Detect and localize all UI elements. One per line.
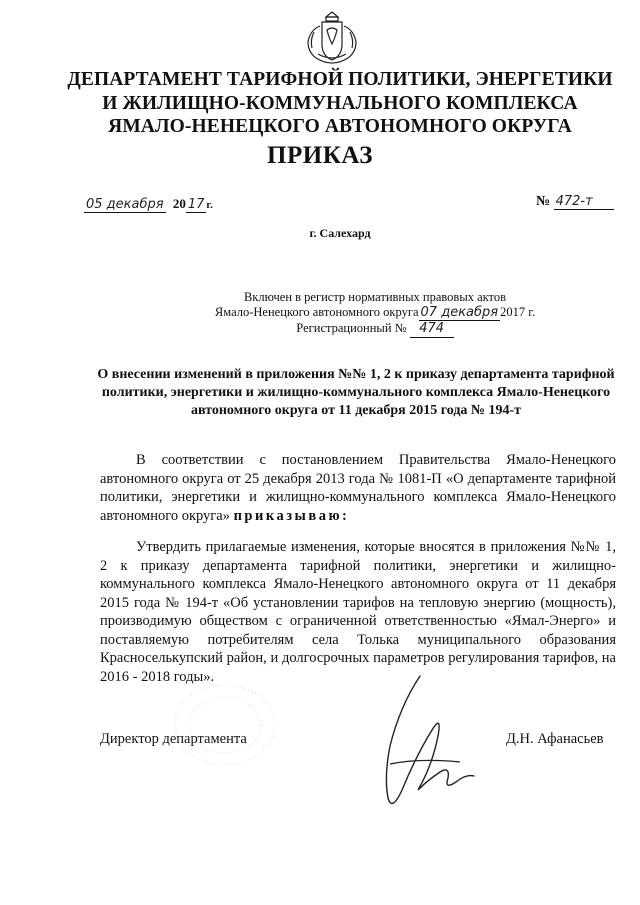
- registry-line-1: Включен в регистр нормативных правовых актов: [243, 290, 507, 304]
- department-header: [60, 68, 620, 139]
- registry-line-2: [160, 305, 590, 322]
- signatory-position: Директор департамента: [100, 731, 247, 747]
- order-number-value: 472-т: [554, 194, 614, 210]
- signatory-name: Д.Н. Афанасьев: [506, 731, 604, 747]
- order-date-year-prefix: 20: [172, 196, 186, 211]
- registry-line-2-prefix: Ямало-Ненецкого автономного округа: [214, 304, 419, 319]
- registry-number: 474: [410, 322, 454, 338]
- header-line: ЯМАЛО-НЕНЕЦКОГО АВТОНОМНОГО ОКРУГА: [108, 116, 572, 137]
- order-number-label: №: [536, 194, 551, 209]
- preamble-text: В соответствии с постановлением Правительства Ямало-Ненецкого автономного округа от 25 декабря 2013 года № 1081-П «О департаменте тарифной политики, энергетики и жилищно-коммунального комплекса Ямало-Ненецкого автономного округа»: [100, 452, 616, 524]
- header-line: ДЕПАРТАМЕНТ ТАРИФНОЙ ПОЛИТИКИ, ЭНЕРГЕТИКИ: [67, 69, 613, 90]
- preamble-paragraph: [100, 451, 616, 525]
- order-date-year-unit: г.: [206, 199, 213, 211]
- order-body-text: Утвердить прилагаемые изменения, которые вносятся в приложения №№ 1, 2 к приказу департамента тарифной политики, энергетики и жилищно-коммунального комплекса Ямало-Ненецкого автономного округа от 11 декабря 2015 года № 194-т «Об установлении тарифов на тепловую энергию (мощность), производимую обществом с ограниченной ответственностью «Ямал-Энерго» и поставляемую потребителям села Толька муниципального образования Красноселькупский район, и долгосрочных параметров регулирования тарифов, на 2016 - 2018 годы».: [100, 539, 616, 685]
- preamble-emphasis: приказываю:: [233, 507, 350, 524]
- order-title: ПРИКАЗ: [267, 142, 373, 169]
- registry-date: 07 декабря: [420, 304, 499, 320]
- stamp-mark: [170, 680, 280, 770]
- order-date-year-suffix: 17: [187, 197, 205, 212]
- registry-note: [160, 290, 590, 338]
- order-subject: О внесении изменений в приложения №№ 1, 2 к приказу департамента тарифной политики, энергетики и жилищно-коммунального комплекса Ямало-Ненецкого автономного округа от 11 декабря 2015 года № 194-т: [97, 367, 615, 418]
- coat-of-arms-icon: [296, 8, 368, 70]
- registry-line-2-suffix: 2017 г.: [500, 304, 536, 319]
- order-date-day-month: 05 декабря: [86, 197, 164, 212]
- handwritten-signature: [350, 664, 500, 824]
- header-line: И ЖИЛИЩНО-КОММУНАЛЬНОГО КОМПЛЕКСА: [102, 92, 578, 114]
- registry-line-3: [160, 321, 590, 338]
- registry-line-3-prefix: Регистрационный №: [296, 321, 407, 335]
- order-date: [84, 196, 213, 213]
- city: г. Салехард: [309, 226, 371, 240]
- order-number: [536, 194, 614, 210]
